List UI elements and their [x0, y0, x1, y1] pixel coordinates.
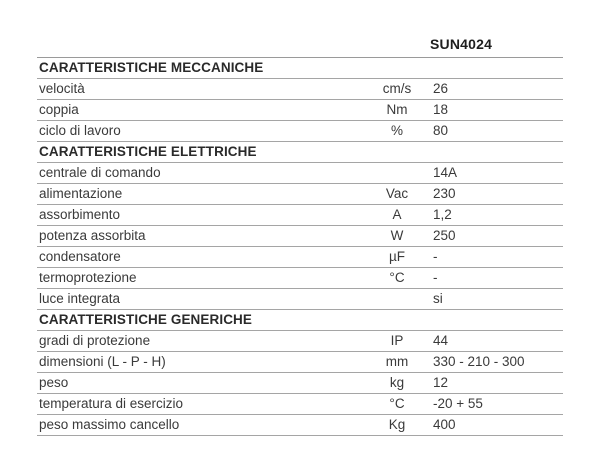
row-value: 80 [433, 123, 449, 138]
table-row [37, 247, 563, 268]
row-label: temperatura di esercizio [39, 396, 184, 411]
row-value: 18 [433, 102, 449, 117]
section-heading-elettriche [37, 142, 563, 163]
section-heading-meccaniche [37, 58, 563, 79]
section-title: CARATTERISTICHE ELETTRICHE [39, 144, 257, 159]
table-row [37, 289, 563, 310]
row-unit: Kg [388, 417, 406, 432]
row-unit: W [390, 228, 404, 243]
row-value: 330 - 210 - 300 [433, 354, 525, 369]
spec-table [37, 36, 563, 436]
row-label: coppia [39, 102, 79, 117]
table-row [37, 415, 563, 436]
row-value: 400 [433, 417, 456, 432]
row-unit: Vac [385, 186, 409, 201]
row-label: luce integrata [39, 291, 121, 306]
row-label: potenza assorbita [39, 228, 146, 243]
row-value: - [433, 249, 438, 264]
row-label: dimensioni (L - P - H) [39, 354, 166, 369]
row-unit: °C [389, 396, 405, 411]
row-label: peso massimo cancello [39, 417, 180, 432]
row-value: 12 [433, 375, 449, 390]
table-row [37, 268, 563, 289]
row-label: alimentazione [39, 186, 123, 201]
table-row [37, 121, 563, 142]
section-heading-generiche [37, 310, 563, 331]
row-value: -20 + 55 [433, 396, 483, 411]
row-unit: cm/s [382, 81, 412, 96]
row-value: 250 [433, 228, 456, 243]
row-unit: °C [389, 270, 405, 285]
row-label: assorbimento [39, 207, 121, 222]
row-value: 14A [433, 165, 458, 180]
table-row [37, 352, 563, 373]
table-row [37, 100, 563, 121]
row-unit: A [392, 207, 402, 222]
section-title: CARATTERISTICHE MECCANICHE [39, 60, 264, 75]
table-header [37, 36, 563, 58]
row-label: centrale di comando [39, 165, 161, 180]
row-label: peso [39, 375, 69, 390]
row-value: 1,2 [433, 207, 452, 222]
row-label: condensatore [39, 249, 121, 264]
table-row [37, 79, 563, 100]
row-value: 44 [433, 333, 449, 348]
row-label: ciclo di lavoro [39, 123, 121, 138]
row-label: velocità [39, 81, 85, 96]
row-unit: IP [390, 333, 404, 348]
row-value: - [433, 270, 438, 285]
row-value: 26 [433, 81, 449, 96]
row-value: 230 [433, 186, 456, 201]
row-unit: kg [389, 375, 405, 390]
row-label: gradi di protezione [39, 333, 151, 348]
table-row [37, 163, 563, 184]
row-label: termoprotezione [39, 270, 137, 285]
model-name: SUN4024 [430, 36, 493, 52]
table-row [37, 373, 563, 394]
row-value: si [433, 291, 443, 306]
table-row [37, 205, 563, 226]
row-unit: % [390, 123, 403, 138]
row-unit: µF [388, 249, 406, 264]
table-row [37, 331, 563, 352]
row-unit: Nm [386, 102, 408, 117]
row-unit: mm [385, 354, 409, 369]
table-row [37, 394, 563, 415]
section-title: CARATTERISTICHE GENERICHE [39, 312, 253, 327]
table-row [37, 226, 563, 247]
table-row [37, 184, 563, 205]
